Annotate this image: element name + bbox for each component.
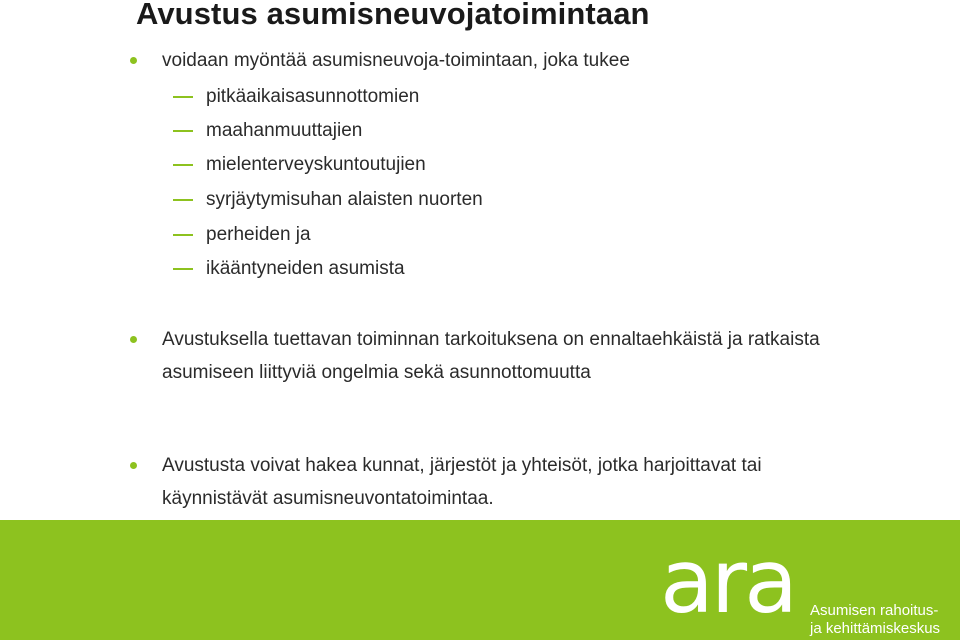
dash-icon [173, 164, 193, 166]
bullet-item [162, 323, 882, 389]
bullet-text: voidaan myöntää asumisneuvoja-toimintaan, joka tukee [162, 50, 630, 71]
logo-subtitle-line: Asumisen rahoitus- [810, 602, 939, 619]
logo-subtitle [810, 602, 940, 638]
dash-icon [173, 234, 193, 236]
bullet-dot-icon [130, 57, 137, 64]
sub-item-text: maahanmuuttajien [206, 120, 363, 141]
sub-list [0, 80, 960, 300]
sub-item-text: mielenterveyskuntoutujien [206, 154, 426, 175]
dash-icon [173, 96, 193, 98]
bullet-dot-icon [130, 336, 137, 343]
sub-item [206, 221, 311, 249]
sub-item-text: syrjäytymisuhan alaisten nuorten [206, 189, 483, 210]
slide-title: Avustus asumisneuvojatoimintaan [136, 0, 650, 31]
sub-item [206, 186, 483, 214]
footer-band [0, 520, 960, 640]
sub-item [206, 255, 405, 283]
sub-item-text: perheiden ja [206, 224, 311, 245]
bullet-dot-icon [130, 462, 137, 469]
dash-icon [173, 268, 193, 270]
dash-icon [173, 199, 193, 201]
logo-subtitle-line: ja kehittämiskeskus [810, 620, 941, 637]
ara-logo: ara [660, 530, 796, 633]
sub-item-text: ikääntyneiden asumista [206, 258, 405, 279]
sub-item-text: pitkäaikaisasunnottomien [206, 86, 420, 107]
dash-icon [173, 130, 193, 132]
sub-item [206, 83, 419, 111]
bullet-text: Avustuksella tuettavan toiminnan tarkoituksena on ennaltaehkäistä ja ratkaista asumiseen liittyviä ongelmia sekä asunnottomuutta [162, 329, 820, 383]
bullet-text: Avustusta voivat hakea kunnat, järjestöt ja yhteisöt, jotka harjoittavat tai käynnistävät asumisneuvontatoimintaa. [162, 455, 762, 509]
bullet-item [162, 44, 882, 77]
sub-item [206, 117, 362, 145]
bullet-item [162, 449, 762, 515]
sub-item [206, 151, 426, 179]
